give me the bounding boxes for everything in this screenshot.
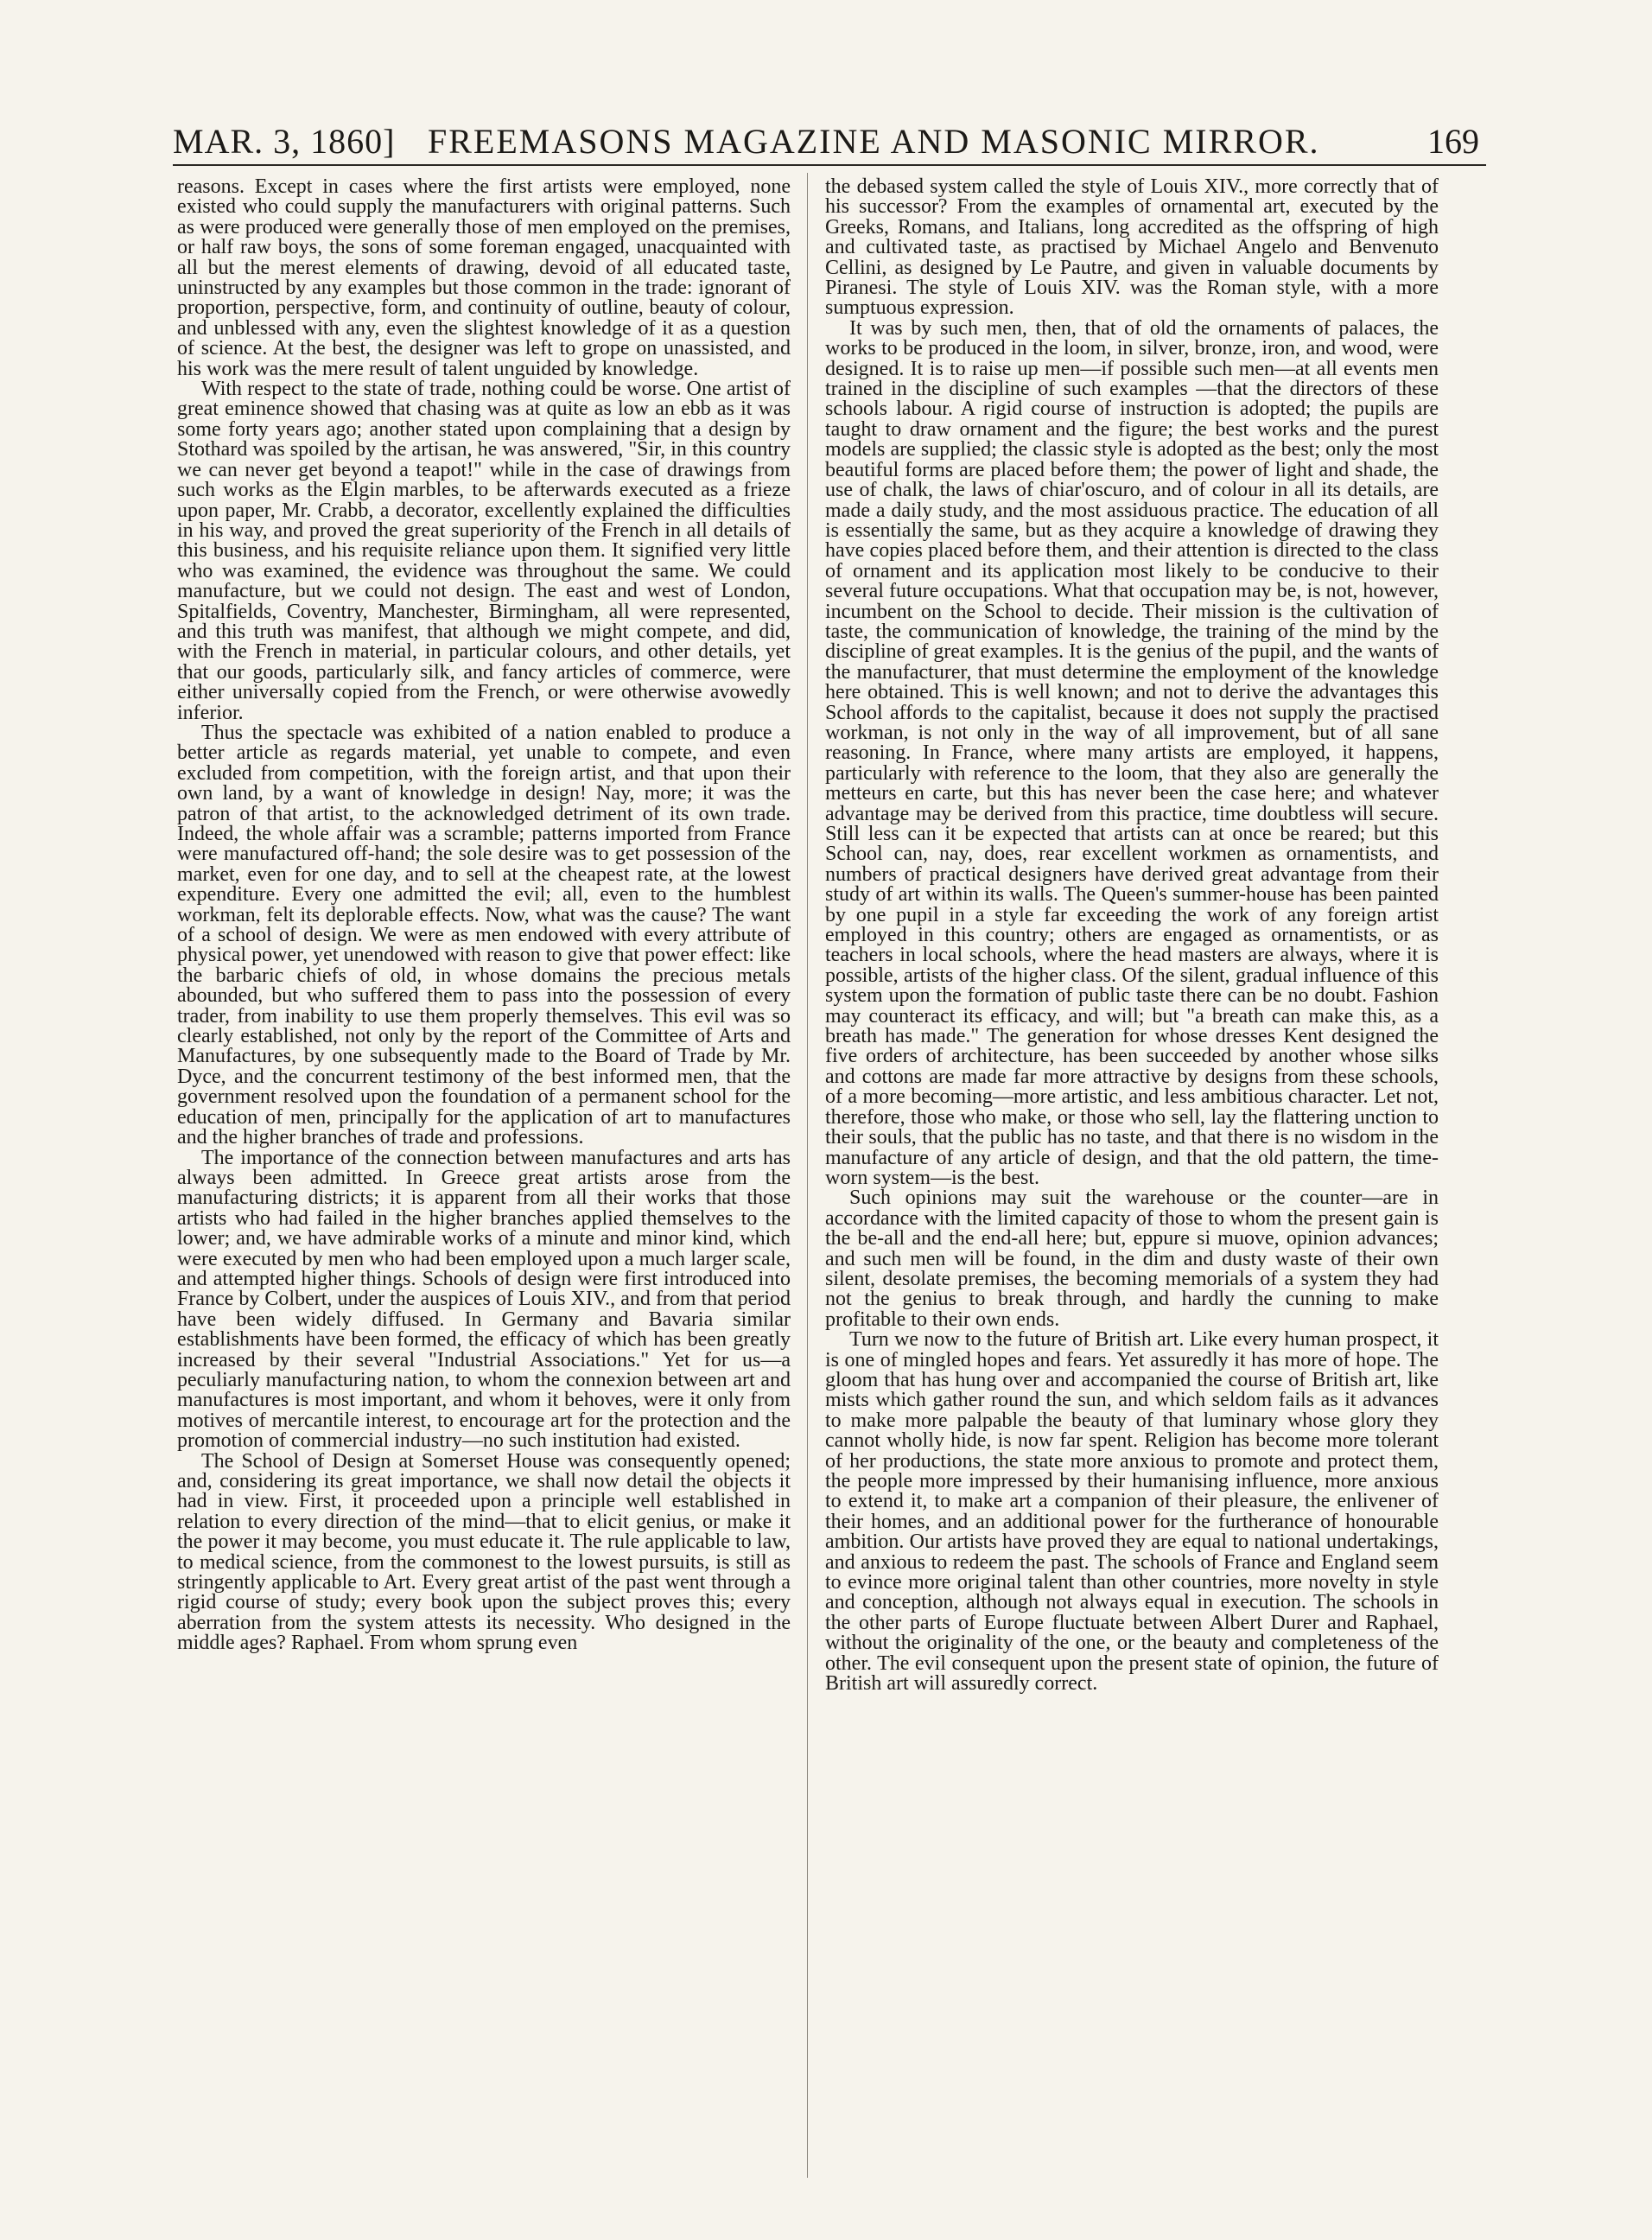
paragraph: the debased system called the style of Louis XIV., more correctly that of his successor? From the examples of ornamental art, executed by the Greeks, Romans, and Italians, long accredited as the offspring of high and cultivated taste, as practised by Michael Angelo and Benvenuto Cellini, as designed by Le Pautre, and given in valuable documents by Piranesi. The style of Louis XIV. was the Roman style, with a more sumptuous expression. — [825, 175, 1439, 320]
paragraph: reasons. Except in cases where the first artists were employed, none existed who could supply the manufacturers with original patterns. Such as were produced were generally those of men employed on the premises, or half raw boys, the sons of some foreman engaged, unacquainted with all but the merest elements of drawing, devoid of all educated taste, uninstructed by any examples but those common in the trade: ignorant of proportion, perspective, form, and continuity of outline, beauty of colour, and unblessed with any, even the slightest knowledge of it as a question of science. At the best, the designer was left to grope on unassisted, and his work was the mere result of talent unguided by knowledge. — [177, 175, 791, 380]
header-title: FREEMASONS MAGAZINE AND MASONIC MIRROR. — [428, 122, 1320, 161]
paragraph: Turn we now to the future of British art. Like every human prospect, it is one of mingled hopes and fears. Yet assuredly it has more of hope. The gloom that has hung over and accompanied the course of British art, like mists which gather round the sun, and which seldom fails as it advances to make more palpable the beauty of that luminary whose glory they cannot wholly hide, is now far spent. Religion has become more tolerant of her productions, the state more anxious to promote and protect them, the people more impressed by their humanising influence, more anxious to extend it, to make art a companion of their pleasure, the enlivener of their homes, and an additional power for the furtherance of honourable ambition. Our artists have proved they are equal to national undertakings, and anxious to redeem the past. The schools of France and England seem to evince more original talent than other countries, more novelty in style and conception, although not always equal in execution. The schools in the other parts of Europe fluctuate between Albert Durer and Raphael, without the originality of the one, or the beauty and completeness of the other. The evil consequent upon the present state of opinion, the future of British art will assuredly correct. — [825, 1328, 1439, 1696]
right-column — [825, 177, 1439, 1694]
paragraph: The School of Design at Somerset House was consequently opened; and, considering its great importance, we shall now detail the objects it had in view. First, it proceeded upon a principle well established in relation to every direction of the mind—that to elicit genius, or make it the power it may become, you must educate it. The rule applicable to law, to medical science, from the commonest to the lowest pursuits, is still as stringently applicable to Art. Every great artist of the past went through a rigid course of study; every book upon the subject proves this; every aberration from the system attests its necessity. Who designed in the middle ages? Raphael. From whom sprung even — [177, 1449, 791, 1655]
paragraph: Thus the spectacle was exhibited of a nation enabled to produce a better article as regards material, yet unable to compete, and even excluded from competition, with the foreign artist, and that upon their own land, by a want of knowledge in design! Nay, more; it was the patron of that artist, to the acknowledged detriment of its own trade. Indeed, the whole affair was a scramble; patterns imported from France were manufactured off-hand; the sole desire was to get possession of the market, even for one day, and to sell at the cheapest rate, at the lowest expenditure. Every one admitted the evil; all, even to the humblest workman, felt its deplorable effects. Now, what was the cause? The want of a school of design. We were as men endowed with every attribute of physical power, yet unendowed with reason to give that power effect: like the barbaric chiefs of old, in whose domains the precious metals abounded, but who suffered them to pass into the possession of every trader, from inability to use them properly themselves. This evil was so clearly established, not only by the report of the Committee of Arts and Manufactures, by one subsequently made to the Board of Trade by Mr. Dyce, and the concurrent testimony of the best informed men, that the government resolved upon the foundation of a permanent school for the education of men, principally for the application of art to manufactures and the higher branches of trade and professions. — [177, 721, 791, 1149]
paragraph: It was by such men, then, that of old the ornaments of palaces, the works to be produced in the loom, in silver, bronze, iron, and wood, were designed. It is to raise up men—if possible such men—at all events men trained in the discipline of such examples —that the directors of these schools labour. A rigid course of instruction is adopted; the pupils are taught to draw ornament and the figure; the best works and the purest models are supplied; the classic style is adopted as the best; only the most beautiful forms are placed before them; the power of light and shade, the use of chalk, the laws of chiar'oscuro, and of colour in all its details, are made a daily study, and the most assiduous practice. The education of all is essentially the same, but as they acquire a knowledge of drawing they have copies placed before them, and their attention is directed to the class of ornament and its application most likely to be conducive to their several future occupations. What that occupation may be, is not, however, incumbent on the School to decide. Their mission is the cultivation of taste, the communication of knowledge, the training of the mind by the discipline of great examples. It is the genius of the pupil, and the wants of the manufacturer, that must determine the employment of the knowledge here obtained. This is well known; and not to derive the advantages this School affords to the capitalist, because it does not supply the practised workman, is not only in the way of all improvement, but of all sane reasoning. In France, where many artists are employed, it happens, particularly with reference to the loom, that they also are generally the metteurs en carte, but this has never been the case here; and whatever advantage may be derived from this practice, time doubtless will secure. Still less can it be expected that artists can at once be reared; but this School can, nay, does, rear excellent workmen as ornamentists, and numbers of practical designers have derived great advantage from their study of art within its walls. The Queen's summer-house has been painted by one pupil in a style far exceeding the work of any foreign artist employed in this country; others are engaged as ornamentists, or as teachers in local schools, where the head masters are always, where it is possible, artists of the higher class. Of the silent, gradual influence of this system upon the formation of public taste there can be no doubt. Fashion may counteract its efficacy, and will; but "a breath can make this, as a breath has made." The generation for whose dresses Kent designed the five orders of architecture, has been succeeded by another whose silks and cottons are made far more attractive by designs from these schools, of a more becoming—more artistic, and less ambitious character. Let not, therefore, those who make, or those who sell, lay the flattering unction to their souls, that the public has no taste, and that there is no wisdom in the manufacture of any article of design, and that the old pattern, the time-worn system—is the best. — [825, 316, 1439, 1189]
page-header — [173, 121, 1486, 166]
left-column — [177, 177, 791, 1654]
paragraph: Such opinions may suit the warehouse or the counter—are in accordance with the limited capacity of those to whom the present gain is the be-all and the end-all here; but, eppure si muove, opinion advances; and such men will be found, in the dim and dusty waste of their own silent, desolate premises, the becoming memorials of a system they had not the genius to break through, and hardly the cunning to make profitable to their own ends. — [825, 1187, 1439, 1331]
header-date: MAR. 3, 1860] — [173, 122, 396, 161]
page-number: 169 — [1427, 122, 1479, 161]
column-divider — [807, 173, 808, 2178]
paragraph: The importance of the connection between manufactures and arts has always been admitted. In Greece great artists arose from the manufacturing districts; it is apparent from all their works that those artists who had failed in the higher branches applied themselves to the lower; and, we have admirable works of a minute and minor kind, which were executed by men who had been employed upon a much larger scale, and attempted higher things. Schools of design were first introduced into France by Colbert, under the auspices of Louis XIV., and from that period have been widely diffused. In Germany and Bavaria similar establishments have been formed, the efficacy of which has been greatly increased by their several "Industrial Associations." Yet for us—a peculiarly manufacturing nation, to whom the connexion between art and manufactures is most important, and whom it behoves, were it only from motives of mercantile interest, to encourage art for the protection and the promotion of commercial industry—no such institution had existed. — [177, 1146, 791, 1453]
paragraph: With respect to the state of trade, nothing could be worse. One artist of great eminence showed that chasing was at quite as low an ebb as it was some forty years ago; another stated upon complaining that a design by Stothard was spoiled by the artisan, he was answered, "Sir, in this country we can never get beyond a teapot!" while in the case of drawings from such works as the Elgin marbles, to be afterwards executed as a frieze upon paper, Mr. Crabb, a decorator, excellently explained the difficulties in his way, and proved the great superiority of the French in all details of this business, and his requisite reliance upon them. It signified very little who was examined, the evidence was throughout the same. We could manufacture, but we could not design. The east and west of London, Spitalfields, Coventry, Manchester, Birmingham, all were represented, and this truth was manifest, that although we might compete, and did, with the French in material, in particular colours, and other details, yet that our goods, particularly silk, and fancy articles of commerce, were either universally copied from the French, or were otherwise avowedly inferior. — [177, 378, 791, 724]
